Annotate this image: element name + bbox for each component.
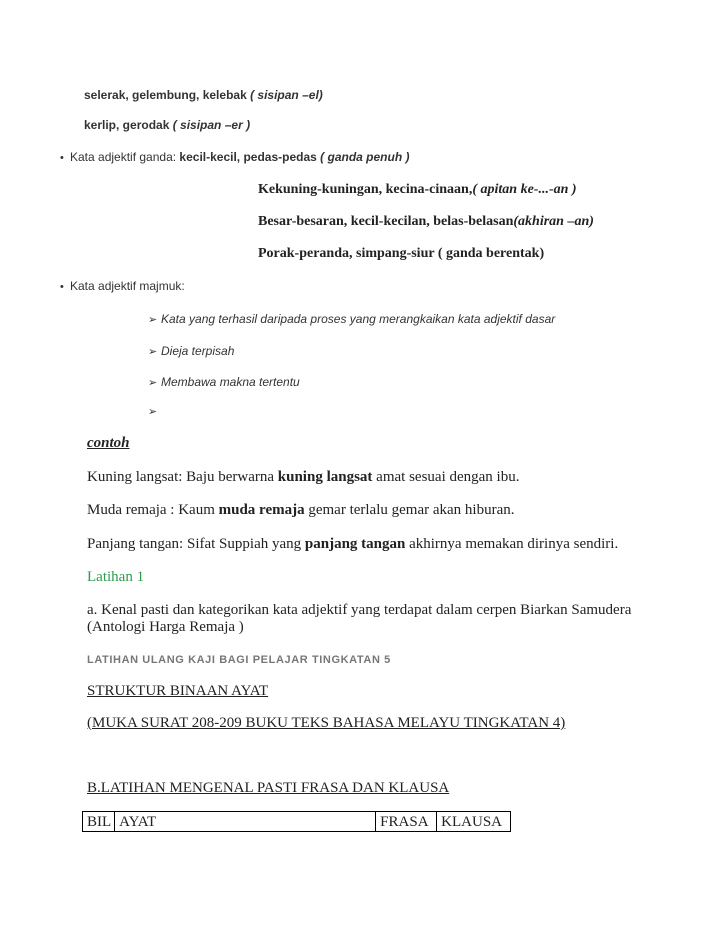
heading-struktur-binaan-ayat: STRUKTUR BINAAN AYAT (87, 683, 269, 699)
frasa-klausa-table (82, 811, 511, 832)
example-muda-remaja (87, 502, 515, 519)
line-words: Besar-besaran, kecil-kecilan, belas-belasan (258, 214, 514, 229)
table-header-frasa: FRASA (376, 812, 437, 832)
line-sisipan-el (84, 88, 323, 102)
table-header-klausa: KLAUSA (437, 812, 511, 832)
item-note: ( ganda penuh ) (316, 150, 410, 164)
latihan-heading: Latihan 1 (87, 569, 145, 585)
line-note: ( sisipan –el) (246, 88, 323, 102)
line-note: ( apitan ke-...-an ) (472, 182, 577, 197)
sub-item-text: Kata yang terhasil daripada proses yang merangkaikan kata adjektif dasar (161, 312, 556, 326)
example-post: gemar terlalu gemar akan hiburan. (304, 502, 515, 518)
table-header-ayat: AYAT (115, 812, 376, 832)
sub-item (148, 375, 300, 389)
example-bold: muda remaja (218, 502, 305, 518)
arrow-bullet-icon: ➢ (148, 406, 158, 418)
bullet-item-majmuk (60, 279, 185, 293)
example-pre: Panjang tangan: Sifat Suppiah yang (87, 536, 305, 552)
line-akhiran (258, 214, 594, 230)
table-header-bil: BIL (83, 812, 115, 832)
example-pre: Kuning langsat: Baju berwarna (87, 469, 278, 485)
arrow-bullet-icon: ➢ (148, 346, 158, 358)
example-post: amat sesuai dengan ibu. (372, 469, 520, 485)
item-label: Kata adjektif ganda: (70, 150, 180, 164)
sub-item (148, 404, 161, 418)
line-words: kerlip, gerodak (84, 118, 170, 132)
example-pre: Muda remaja : Kaum (87, 502, 219, 518)
bullet-icon: • (60, 281, 64, 293)
sub-item-text: Dieja terpisah (161, 344, 235, 358)
sub-item-text: Membawa makna tertentu (161, 375, 300, 389)
section-heading-latihan-ulang-kaji: LATIHAN ULANG KAJI BAGI PELAJAR TINGKATAN 5 (87, 654, 391, 666)
line-apitan (258, 182, 577, 198)
heading-muka-surat: (MUKA SURAT 208-209 BUKU TEKS BAHASA MELAYU TINGKATAN 4) (87, 715, 566, 731)
bullet-item-ganda (60, 150, 410, 164)
example-bold: kuning langsat (277, 469, 373, 485)
line-words: selerak, gelembung, kelebak (84, 88, 247, 102)
example-panjang-tangan (87, 536, 618, 553)
paragraph-a-line-2: (Antologi Harga Remaja ) (87, 619, 244, 635)
contoh-heading: contoh (87, 435, 130, 451)
heading-latihan-frasa-klausa: B.LATIHAN MENGENAL PASTI FRASA DAN KLAUSA (87, 780, 450, 796)
line-sisipan-er (84, 118, 250, 132)
example-bold: panjang tangan (304, 536, 406, 552)
table-header-row (83, 812, 511, 832)
line-note: (akhiran –an) (513, 214, 594, 229)
item-label: Kata adjektif majmuk: (70, 279, 185, 293)
item-words: kecil-kecil, pedas-pedas (179, 150, 317, 164)
sub-item (148, 344, 234, 358)
paragraph-a-line-1: a. Kenal pasti dan kategorikan kata adjektif yang terdapat dalam cerpen Biarkan Samudera (87, 602, 632, 618)
line-note: ( sisipan –er ) (169, 118, 251, 132)
arrow-bullet-icon: ➢ (148, 314, 158, 326)
example-kuning-langsat (87, 469, 519, 486)
sub-item (148, 312, 555, 326)
line-words: Kekuning-kuningan, kecina-cinaan, (258, 182, 473, 197)
arrow-bullet-icon: ➢ (148, 377, 158, 389)
line-ganda-berentak: Porak-peranda, simpang-siur ( ganda berentak) (258, 246, 545, 261)
example-post: akhirnya memakan dirinya sendiri. (405, 536, 619, 552)
bullet-icon: • (60, 152, 64, 164)
